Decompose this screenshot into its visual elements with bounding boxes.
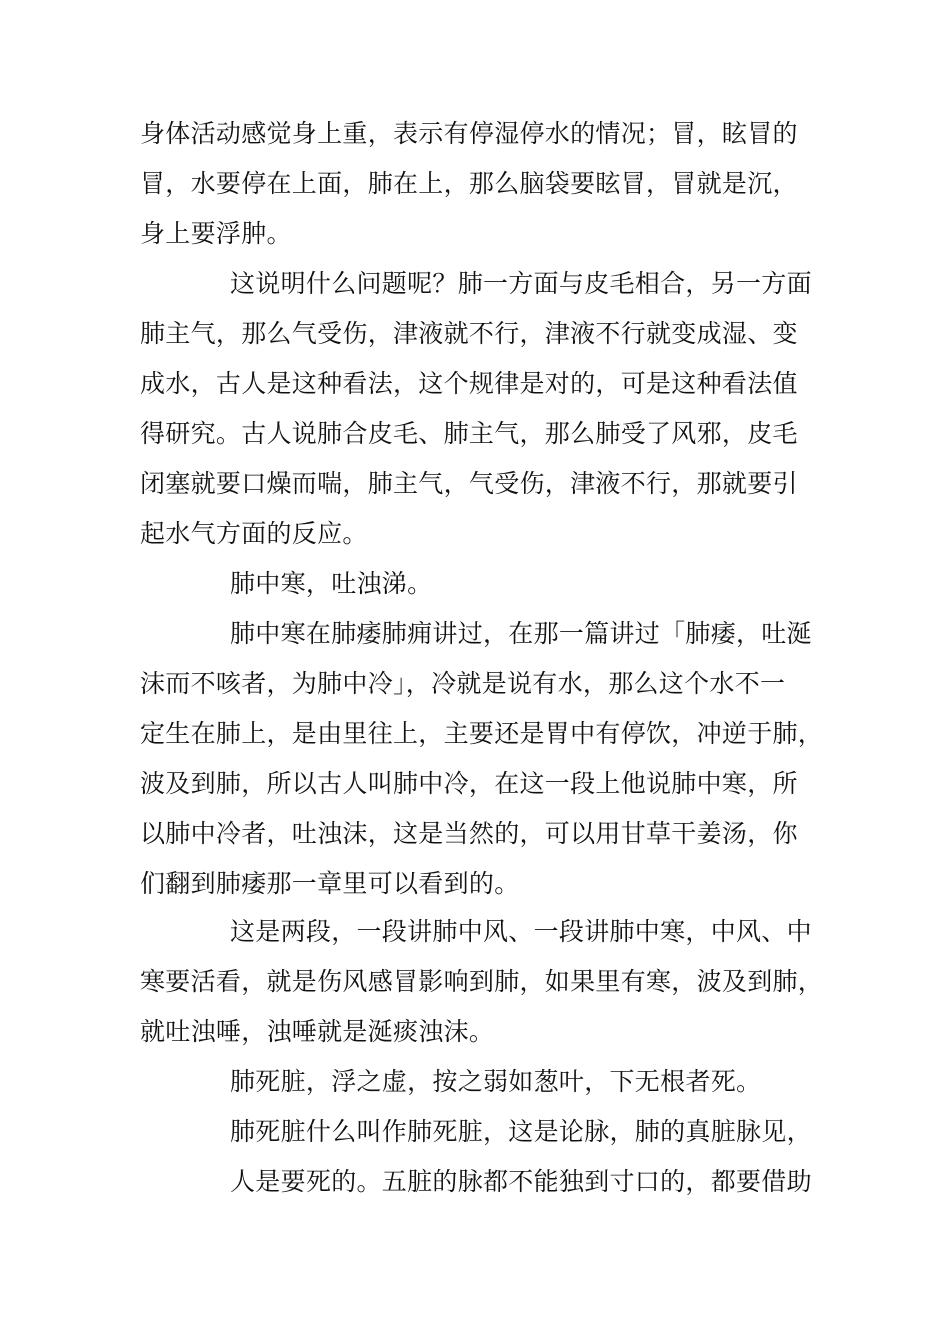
text-line: 身上要浮肿。 [140,219,292,248]
paragraph-start: 肺死脏，浮之虚，按之弱如葱叶，下无根者死。 [230,1067,762,1096]
text-line: 身体活动感觉身上重，表示有停湿停水的情况；冒，眩冒的 [140,119,798,148]
paragraph-start: 肺死脏什么叫作肺死脏，这是论脉，肺的真脏脉见， [230,1117,812,1146]
text-line: 沫而不咳者，为肺中冷」，冷就是说有水，那么这个水不一 [140,669,786,698]
paragraph-start: 人是要死的。五脏的脉都不能独到寸口的，都要借助 [230,1167,812,1196]
paragraph-start: 肺中寒在肺痿肺痈讲过，在那一篇讲过「肺痿，吐涎 [230,619,812,648]
text-line: 们翻到肺痿那一章里可以看到的。 [140,869,520,898]
text-line: 闭塞就要口燥而喘，肺主气，气受伤，津液不行，那就要引 [140,469,798,498]
paragraph-start: 这是两段，一段讲肺中风、一段讲肺中寒，中风、中 [230,917,812,946]
text-line: 肺主气，那么气受伤，津液就不行，津液不行就变成湿、变 [140,319,798,348]
paragraph-start: 这说明什么问题呢？肺一方面与皮毛相合，另一方面 [230,269,812,298]
text-line: 以肺中冷者，吐浊沫，这是当然的，可以用甘草干姜汤，你 [140,819,798,848]
paragraph-start: 肺中寒，吐浊涕。 [230,569,433,598]
text-line: 就吐浊唾，浊唾就是涎痰浊沫。 [140,1017,495,1046]
text-line: 定生在肺上，是由里往上，主要还是胃中有停饮，冲逆于肺， [140,719,824,748]
text-line: 成水，古人是这种看法，这个规律是对的，可是这种看法值 [140,369,798,398]
text-line: 寒要活看，就是伤风感冒影响到肺，如果里有寒，波及到肺， [140,967,824,996]
text-line: 波及到肺，所以古人叫肺中冷，在这一段上他说肺中寒，所 [140,769,798,798]
text-line: 得研究。古人说肺合皮毛、肺主气，那么肺受了风邪，皮毛 [140,419,798,448]
text-line: 起水气方面的反应。 [140,519,368,548]
text-line: 冒，水要停在上面，肺在上，那么脑袋要眩冒，冒就是沉， [140,169,798,198]
